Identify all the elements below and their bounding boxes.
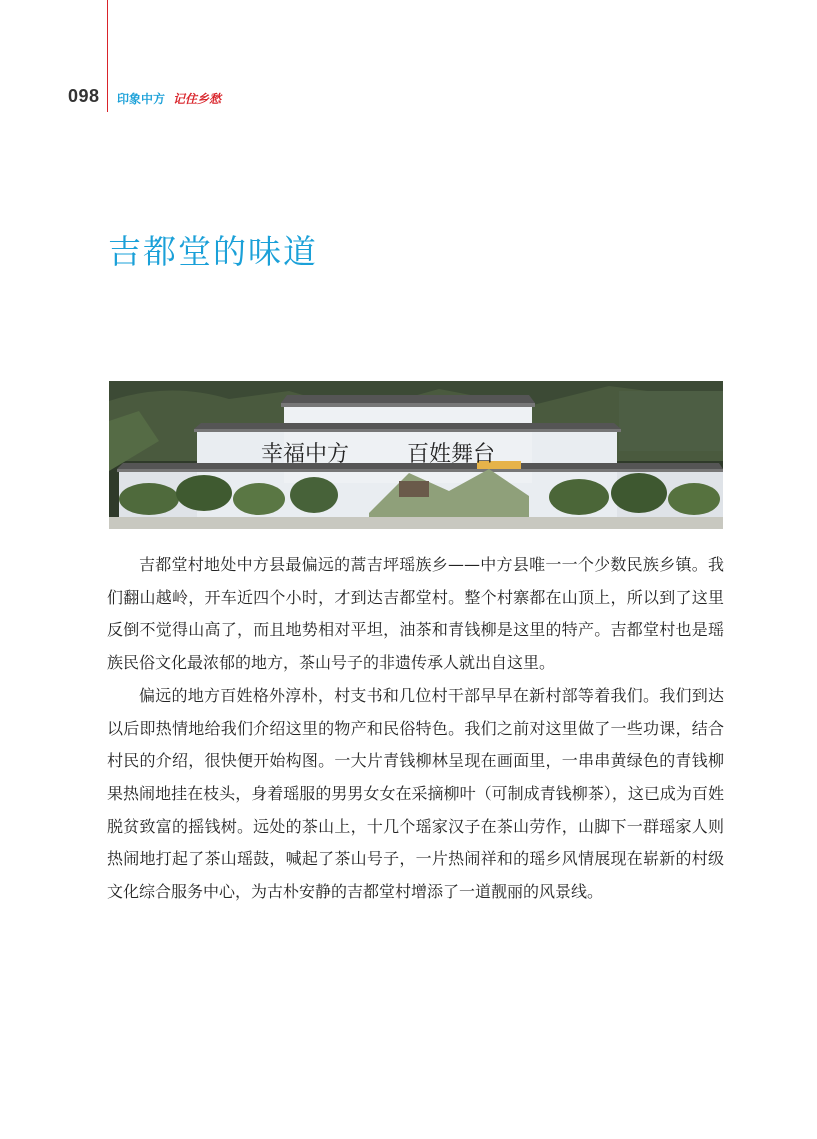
paragraph-1: 吉都堂村地处中方县最偏远的蒿吉坪瑶族乡——中方县唯一一个少数民族乡镇。我们翻山越岭，开车近四个小时，才到达吉都堂村。整个村寨都在山顶上，所以到了这里反倒不觉得山高了，而且地势相对平坦，油茶和青钱柳是这里的特产。吉都堂村也是瑶族民俗文化最浓郁的地方，茶山号子的非遗传承人就出自这里。 [107, 555, 724, 673]
wall-text-right: 百姓舞台 [407, 442, 496, 467]
article-title: 吉都堂的味道 [108, 232, 318, 271]
section-title: 记住乡愁 [173, 92, 222, 106]
page-number: 098 [68, 86, 100, 106]
article-body [107, 549, 724, 909]
mural-wall-photo [109, 381, 723, 529]
header-divider-line [107, 0, 108, 112]
paragraph-2: 偏远的地方百姓格外淳朴，村支书和几位村干部早早在新村部等着我们。我们到达以后即热情地给我们介绍这里的物产和民俗特色。我们之前对这里做了一些功课，结合村民的介绍，很快便开始构图。一大片青钱柳林呈现在画面里，一串串黄绿色的青钱柳果热闹地挂在枝头，身着瑶服的男男女女在采摘柳叶（可制成青钱柳茶），这已成为百姓脱贫致富的摇钱树。远处的茶山上，十几个瑶家汉子在茶山劳作，山脚下一群瑶家人则热闹地打起了茶山瑶鼓，喊起了茶山号子，一片热闹祥和的瑶乡风情展现在崭新的村级文化综合服务中心，为古朴安静的吉都堂村增添了一道靓丽的风景线。 [107, 685, 724, 902]
wall-text-left: 幸福中方 [261, 442, 350, 467]
running-header [117, 90, 221, 107]
book-title: 印象中方 [117, 92, 166, 106]
